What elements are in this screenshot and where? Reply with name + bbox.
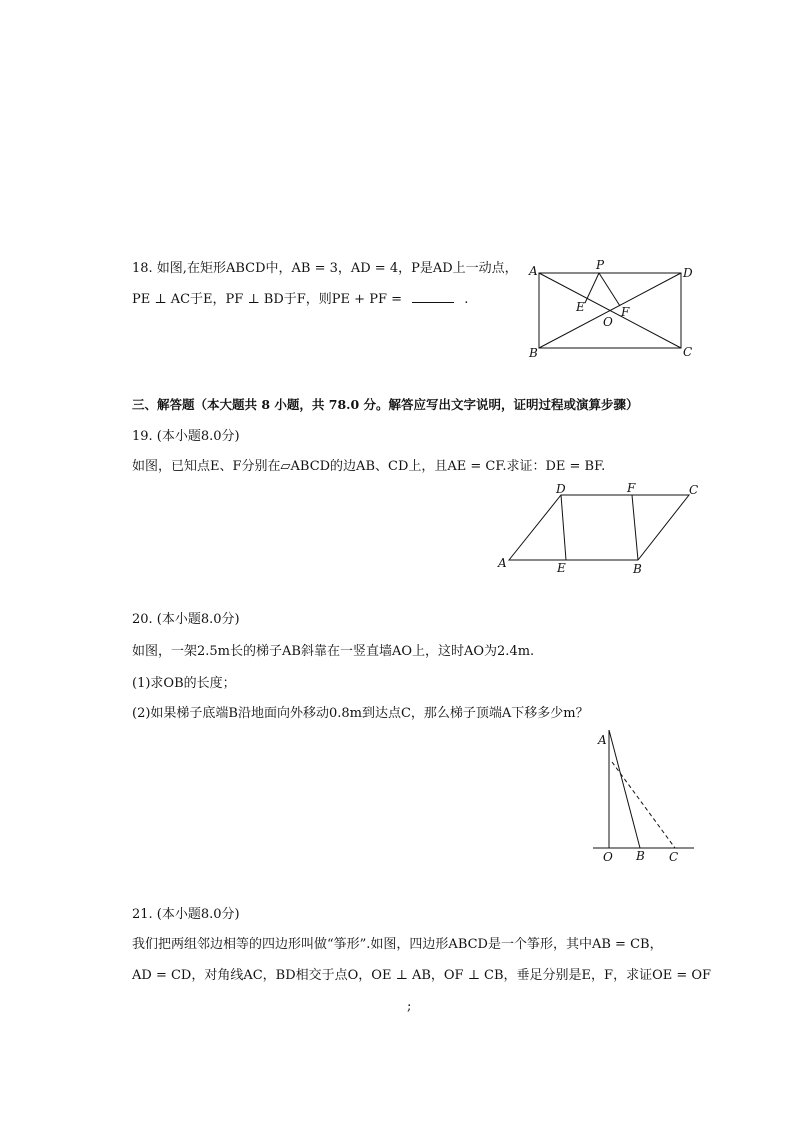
- q18-label-d: D: [683, 266, 693, 280]
- q19-label-a: A: [498, 556, 507, 570]
- q19-label-d: D: [556, 482, 566, 496]
- q21-line3: ;: [407, 999, 412, 1014]
- q19-label-c: C: [689, 483, 699, 497]
- q18-label-b: B: [529, 346, 538, 360]
- q20-label-a: A: [598, 733, 607, 747]
- q20-part1: (1)求OB的长度；: [132, 676, 236, 691]
- section3-heading: 三、解答题（本大题共 8 小题，共 78.0 分。解答应写出文字说明，证明过程或演算步骤）: [132, 397, 639, 412]
- q19-title: 19. (本小题8.0分): [132, 429, 240, 444]
- q20-ladder-ab: [609, 730, 640, 848]
- q19-label-f: F: [627, 481, 636, 495]
- q18-label-f: F: [621, 305, 630, 319]
- q20-text: 如图，一架2.5m长的梯子AB斜靠在一竖直墙AO上，这时AO为2.4m.: [132, 644, 535, 659]
- q18-label-c: C: [683, 345, 693, 359]
- q21-line1: 我们把两组邻边相等的四边形叫做“筝形”.如图，四边形ABCD是一个筝形，其中AB = CB，: [132, 937, 663, 952]
- q18-label-o: O: [603, 315, 613, 329]
- q20-label-b: B: [636, 849, 645, 863]
- q19-text: 如图，已知点E、F分别在▱ABCD的边AB、CD上，且AE = CF.求证：DE = BF.: [132, 459, 606, 474]
- q19-label-e: E: [557, 561, 566, 575]
- q20-label-c: C: [669, 850, 679, 864]
- q20-part2: (2)如果梯子底端B沿地面向外移动0.8m到达点C，那么梯子顶端A下移多少m？: [132, 706, 589, 721]
- q18-label-a: A: [529, 264, 538, 278]
- q20-label-o: O: [603, 850, 613, 864]
- q19-label-b: B: [633, 562, 642, 576]
- q18-label-e: E: [576, 300, 585, 314]
- q20-title: 20. (本小题8.0分): [132, 612, 240, 627]
- q18-line1: 18. 如图,在矩形ABCD中，AB = 3，AD = 4，P是AD上一动点，: [132, 261, 518, 276]
- q21-title: 21. (本小题8.0分): [132, 907, 240, 922]
- q18-label-p: P: [596, 258, 605, 272]
- q20-ladder-moved: [612, 762, 675, 848]
- q18-line2-suffix: .: [464, 292, 469, 307]
- q18-line2-prefix: PE ⊥ AC于E，PF ⊥ BD于F，则PE + PF =: [132, 292, 402, 307]
- q21-line2: AD = CD，对角线AC，BD相交于点O，OE ⊥ AB，OF ⊥ CB，垂足分别是E，F，求证OE = OF: [132, 968, 712, 983]
